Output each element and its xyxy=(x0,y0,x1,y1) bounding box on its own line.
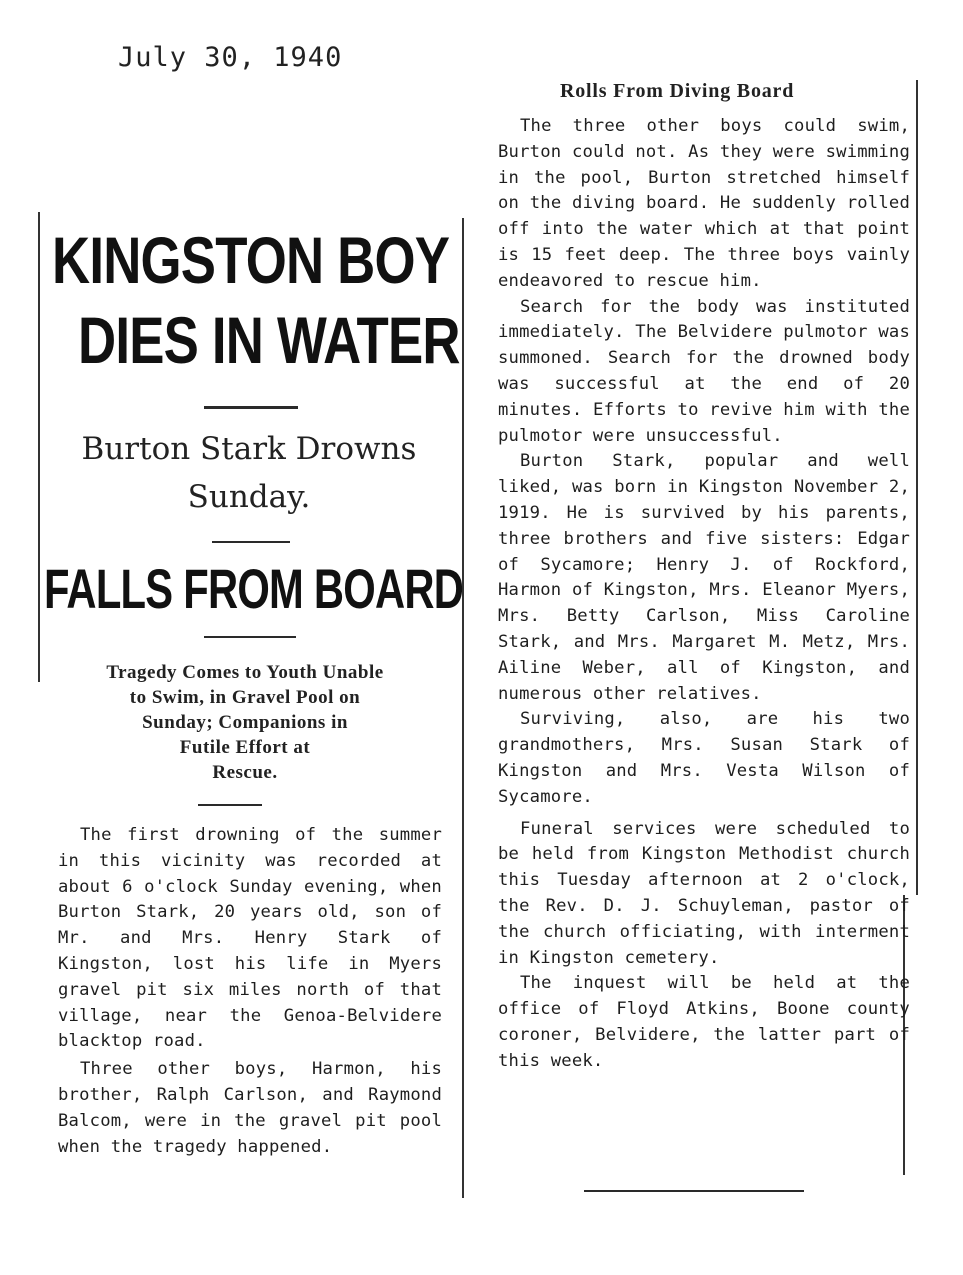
headline-line-2: DIES IN WATER xyxy=(78,303,460,377)
right-paragraph-4: Surviving, also, are his two grandmothers, Mrs. Susan Stark of Kingston and Mrs. Vesta Wilson of Sycamore. xyxy=(498,709,910,807)
deck-line-4: Futile Effort at xyxy=(179,737,311,758)
left-paragraph-1: The first drowning of the summer in this vicinity was recorded at about 6 o'clock Sunday evening, when Burton Stark, 20 years old, son of Mr. and Mrs. Henry Stark of Kingston, lost his life in Myers gravel pit six miles north of that village, near the Genoa-Belvidere blacktop road. xyxy=(58,825,442,1052)
right-frame-rule-top xyxy=(916,80,918,895)
headline-divider-3 xyxy=(204,636,296,638)
headline-line-1: KINGSTON BOY xyxy=(52,223,450,297)
headline-falls-from-board: FALLS FROM BOARD xyxy=(44,557,464,620)
right-paragraph-6: The inquest will be held at the office of Floyd Atkins, Boone county coroner, Belvidere, the latter part of this week. xyxy=(498,973,910,1071)
right-subhead: Rolls From Diving Board xyxy=(560,80,795,102)
clipping-date: July 30, 1940 xyxy=(118,42,343,73)
right-paragraph-3: Burton Stark, popular and well liked, was born in Kingston November 2, 1919. He is survived by his parents, three brothers and five sisters: Edgar of Sycamore; Henry J. of Rockford, Harmon of Kingston, Mrs. Eleanor Myers, Mrs. Betty Carlson, Miss Caroline Stark, and Mrs. Margaret M. Metz, Mrs. Ailine Weber, all of Kingston, and numerous other relatives. xyxy=(498,451,910,704)
right-paragraph-5: Funeral services were scheduled to be held from Kingston Methodist church this Tuesday afternoon at 2 o'clock, the Rev. D. J. Schuyleman, pastor of the church officiating, with interment in Kingston cemetery. xyxy=(498,818,910,968)
deck-line-5: Rescue. xyxy=(212,762,278,783)
right-column-body xyxy=(498,114,910,1074)
left-paragraph-2: Three other boys, Harmon, his brother, Ralph Carlson, and Raymond Balcom, were in the gravel pit pool when the tragedy happened. xyxy=(58,1059,442,1157)
deck-divider xyxy=(198,804,262,806)
right-paragraph-1: The three other boys could swim, Burton could not. As they were swimming in the pool, Burton stretched himself on the diving board. He suddenly rolled off into the water which at that point is 15 feet deep. The three boys vainly endeavored to rescue him. xyxy=(498,116,910,291)
subhead-line-2: Sunday. xyxy=(187,479,311,515)
right-paragraph-2: Search for the body was instituted immediately. The Belvidere pulmotor was summoned. Search for the drowned body was successful at the end of 20 minutes. Efforts to revive him with the pulmotor were unsuccessful. xyxy=(498,296,910,446)
subhead-line-1: Burton Stark Drowns xyxy=(81,431,417,467)
headline-divider-2 xyxy=(212,541,290,543)
left-column-body xyxy=(58,823,442,1160)
headline-divider-1 xyxy=(204,406,298,409)
end-divider xyxy=(584,1190,804,1192)
column-divider-left xyxy=(462,218,464,1198)
deck-line-2: to Swim, in Gravel Pool on xyxy=(129,687,361,708)
deck-line-3: Sunday; Companions in xyxy=(142,712,348,733)
deck-line-1: Tragedy Comes to Youth Unable xyxy=(106,662,384,683)
